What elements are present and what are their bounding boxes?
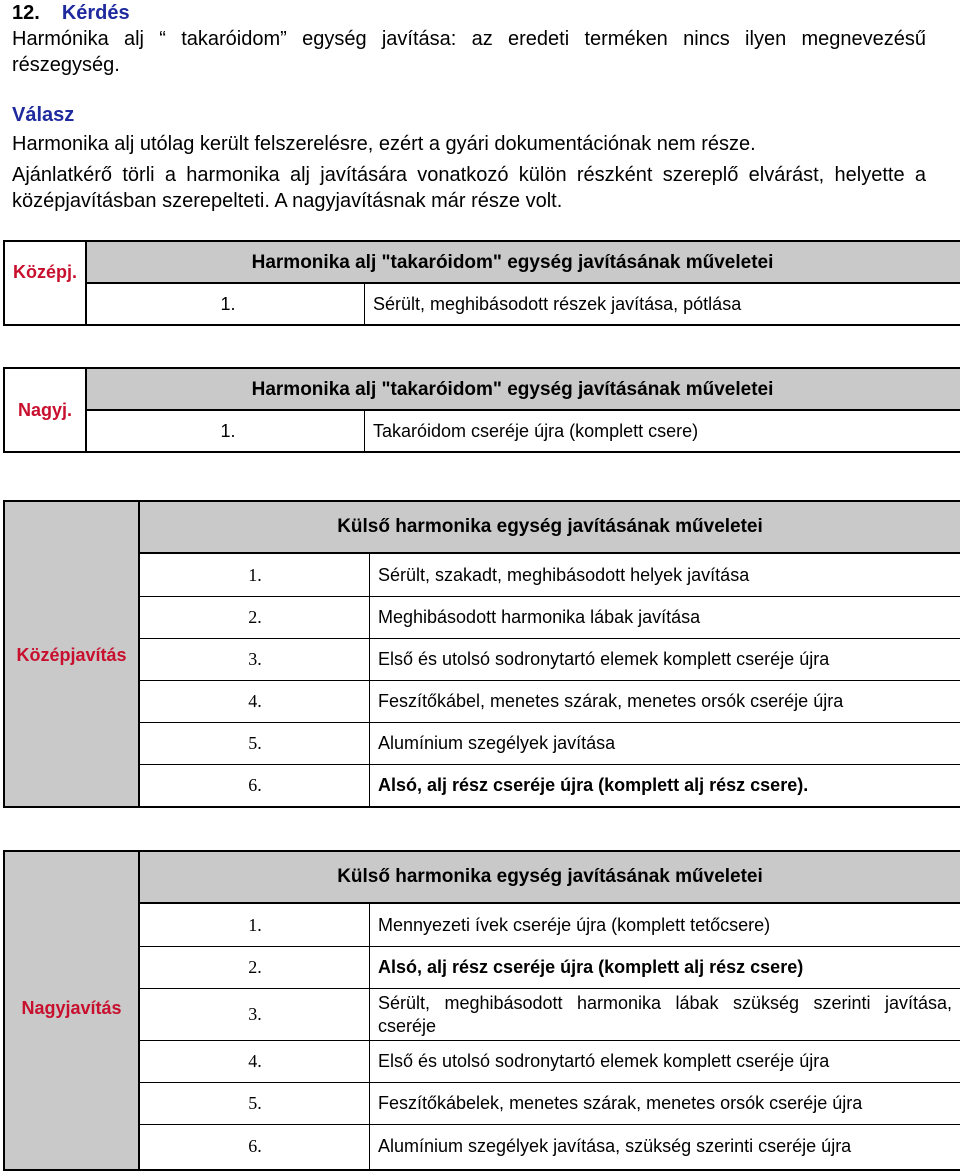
row-number: 5. [248, 733, 262, 753]
row-text: Első és utolsó sodronytartó elemek komplett cseréje újra [378, 649, 830, 669]
question-heading [12, 0, 932, 27]
row-number: 1. [248, 564, 262, 585]
row-text: Feszítőkábelek, menetes szárak, menetes orsók cseréje újra [378, 1093, 863, 1113]
row-number: 1. [220, 293, 236, 314]
row-number: 1. [248, 914, 262, 935]
side-label-kozepjavitas: Középjavítás [16, 645, 127, 665]
row-number: 4. [248, 691, 262, 711]
row-number: 3. [248, 649, 262, 669]
row-number: 5. [248, 1093, 262, 1113]
row-text-value: Sérült, meghibásodott harmonika lábak szükség szerinti javítása, cseréje [378, 992, 952, 1036]
row-number: 3. [248, 1004, 262, 1024]
row-text: Meghibásodott harmonika lábak javítása [378, 607, 701, 627]
table-header: Külső harmonika egység javításának műveletei [337, 866, 763, 887]
row-text: Feszítőkábel, menetes szárak, menetes orsók cseréje újra [378, 691, 844, 711]
table-header: Külső harmonika egység javításának műveletei [337, 516, 763, 537]
question-text: Harmónika alj “ takaróidom” egység javítása: az eredeti terméken nincs ilyen megnevezésű részegység. [12, 28, 926, 76]
row-number: 2. [248, 957, 262, 977]
side-label-nagyjavitas: Nagyjavítás [21, 998, 122, 1018]
row-text: Első és utolsó sodronytartó elemek komplett cseréje újra [378, 1051, 830, 1071]
row-text: Alsó, alj rész cseréje újra (komplett alj rész csere) [378, 957, 804, 977]
side-label-bg [5, 903, 138, 1169]
row-text: Takaróidom cseréje újra (komplett csere) [373, 420, 699, 441]
row-text: Mennyezeti ívek cseréje újra (komplett tetőcsere) [378, 914, 771, 935]
answer-paragraph-2: Ajánlatkérő törli a harmonika alj javítására vonatkozó külön részként szereplő elvárást, helyette a középjavításban szerepelteti. A nagyjavításnak már része volt. [12, 164, 926, 212]
table-header: Harmonika alj "takaróidom" egység javításának műveletei [251, 251, 774, 273]
row-text: Sérült, meghibásodott részek javítása, pótlása [373, 293, 742, 314]
row-number: 4. [248, 1051, 262, 1071]
question-number: 12. [12, 2, 40, 24]
answer-title: Válasz [12, 104, 75, 126]
row-number: 6. [248, 1135, 262, 1156]
question-title: Kérdés [61, 2, 130, 24]
row-text: Sérült, szakadt, meghibásodott helyek javítása [378, 564, 750, 585]
row-number: 2. [248, 607, 262, 627]
row-number: 6. [248, 775, 262, 795]
row-text [370, 989, 960, 1040]
side-label-nagyj: Nagyj. [17, 400, 73, 420]
row-text: Alumínium szegélyek javítása [378, 733, 616, 753]
answer-paragraph-1: Harmonika alj utólag került felszerelésre, ezért a gyári dokumentációnak nem része. [12, 133, 756, 155]
row-text: Alumínium szegélyek javítása, szükség szerinti cseréje újra [378, 1135, 852, 1156]
row-text: Alsó, alj rész cseréje újra (komplett alj rész csere). [378, 775, 809, 795]
table-header: Harmonika alj "takaróidom" egység javításának műveletei [251, 378, 774, 400]
side-label-bg [5, 553, 138, 806]
side-label-kozepj: Középj. [12, 262, 77, 282]
row-number: 1. [220, 420, 236, 441]
